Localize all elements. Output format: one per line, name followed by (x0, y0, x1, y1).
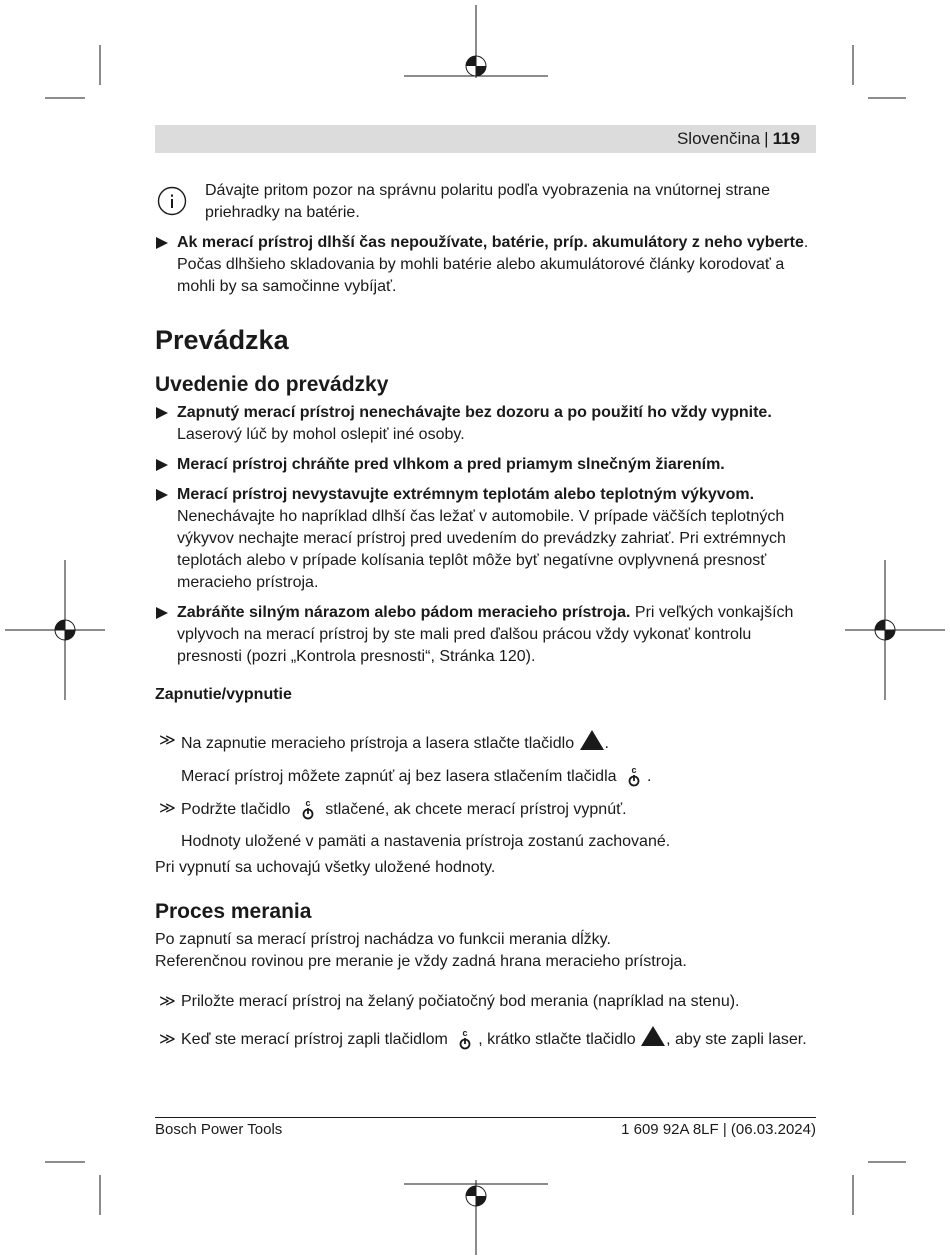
step-marker: ≫ (159, 1031, 176, 1048)
footer-brand: Bosch Power Tools (155, 1121, 283, 1138)
measuring-title: Proces merania (155, 900, 312, 923)
bullet-arrow-icon (156, 459, 168, 471)
laser-button-icon (580, 730, 604, 750)
warning-item (155, 402, 816, 446)
warning-text: Laserový lúč by mohol oslepiť iné osoby. (177, 426, 465, 443)
info-note-text: Dávajte pritom pozor na správnu polaritu podľa vyobrazenia na vnútornej strane priehradky na batérie. (205, 182, 770, 221)
step-text: Na zapnutie meracieho prístroja a lasera stlačte tlačidlo (181, 735, 575, 752)
step-note (155, 765, 816, 788)
step-note-text: Hodnoty uložené v pamäti a nastavenia prístroja zostanú zachované. (181, 833, 671, 850)
onoff-title: Zapnutie/vypnutie (155, 686, 292, 703)
warning-text: Nenechávajte ho napríklad dlhší čas ležať v automobile. V prípade väčších teplotných výkyvov nechajte merací prístroj pred uvedením do prevádzky zahriať. Pri extrémnych teplotách alebo v prípade kolísania teplôt môže byť negatívne ovplyvnená presnosť meracieho prístroja. (177, 508, 786, 591)
measuring-line: Po zapnutí sa merací prístroj nachádza vo funkcii merania dĺžky. (155, 931, 611, 948)
bullet-arrow-icon (156, 607, 168, 619)
power-clear-button-icon (624, 765, 644, 787)
commissioning-title: Uvedenie do prevádzky (155, 373, 389, 396)
warning-bold: Zabráňte silným nárazom alebo pádom meracieho prístroja. (177, 604, 631, 621)
warning-bold: Merací prístroj nevystavujte extrémnym teplotám alebo teplotným výkyvom. (177, 486, 755, 503)
step-text: Podržte tlačidlo (181, 801, 291, 818)
power-button-letter: c (462, 1028, 468, 1038)
power-button-letter: c (631, 765, 637, 775)
power-button-letter: c (305, 798, 311, 808)
step-text: Priložte merací prístroj na želaný počiatočný bod merania (napríklad na stenu). (181, 993, 740, 1010)
power-clear-button-icon (298, 798, 318, 820)
step-text-end: . (604, 735, 609, 752)
measuring-line: Referenčnou rovinou pre meranie je vždy zadná hrana meracieho prístroja. (155, 953, 687, 970)
step-marker: ≫ (159, 800, 176, 817)
step-item (155, 730, 816, 755)
warning-item (155, 602, 816, 668)
step-marker: ≫ (159, 732, 176, 749)
warning-bold: Zapnutý merací prístroj nenechávajte bez dozoru a po použití ho vždy vypnite. (177, 404, 772, 421)
step-text: , krátko stlačte tlačidlo (478, 1031, 636, 1048)
storage-warning-bold: Ak merací prístroj dlhší čas nepoužívate, batérie, príp. akumulátory z neho vyberte (177, 234, 804, 251)
header-label (677, 129, 800, 149)
header-language: Slovenčina (676, 129, 761, 148)
step-text: Keď ste merací prístroj zapli tlačidlom (181, 1031, 448, 1048)
info-note (155, 180, 816, 224)
warning-item (155, 484, 816, 594)
step-note-text: Merací prístroj môžete zapnúť aj bez lasera stlačením tlačidla (181, 768, 617, 785)
footer-rule (155, 1117, 816, 1118)
closing-text: Pri vypnutí sa uchovajú všetky uložené hodnoty. (155, 859, 496, 876)
laser-button-icon (641, 1026, 665, 1046)
info-icon (157, 186, 187, 216)
step-item (155, 1025, 816, 1055)
warning-text: Pri veľkých vonkajších vplyvoch na merací prístroj by ste mali pred ďalšou prácou vždy vykonať kontrolu presnosti (pozri „Kontrola presnosti“, Stránka 120). (177, 604, 794, 665)
header-separator: | (764, 129, 769, 148)
step-item (155, 991, 816, 1013)
bullet-arrow-icon (156, 489, 168, 501)
warning-bold: Merací prístroj chráňte pred vlhkom a pred priamym slnečným žiarením. (177, 456, 725, 473)
storage-warning-text: . Počas dlhšieho skladovania by mohli batérie alebo akumulátorové články korodovať a mohli by sa samočinne vybíjať. (177, 234, 809, 295)
section-title: Prevádzka (155, 325, 289, 355)
warning-item (155, 454, 816, 476)
page-number: 119 (772, 129, 800, 148)
power-clear-button-icon (455, 1028, 475, 1050)
step-note-end: . (646, 768, 652, 785)
bullet-arrow-icon (156, 237, 168, 249)
page-header (155, 125, 816, 153)
step-text: , aby ste zapli laser. (666, 1031, 807, 1048)
step-text-end: stlačené, ak chcete merací prístroj vypnúť. (325, 801, 627, 818)
step-item (155, 798, 816, 821)
step-marker: ≫ (159, 993, 176, 1010)
step-note (155, 831, 816, 853)
page-content (155, 175, 816, 1055)
bullet-arrow-icon (156, 407, 168, 419)
footer-doc-id: 1 609 92A 8LF | (06.03.2024) (621, 1121, 816, 1138)
storage-warning (155, 232, 816, 298)
